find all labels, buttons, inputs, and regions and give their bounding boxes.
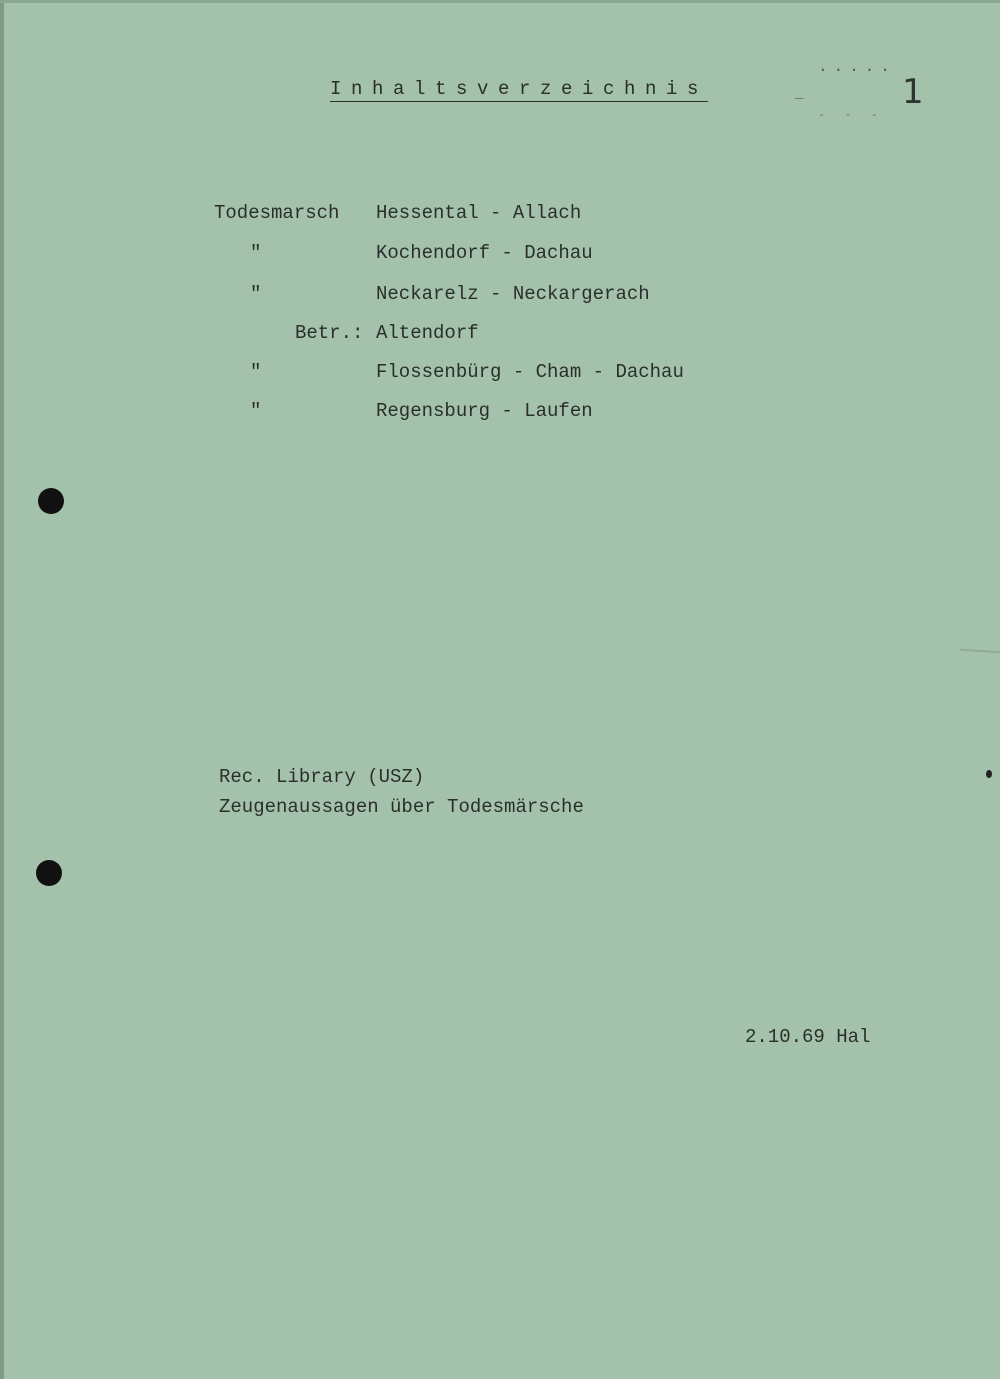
- ink-mark: [986, 770, 992, 778]
- header-dash: _: [795, 86, 804, 102]
- date-signature: 2.10.69 Hal: [745, 1026, 871, 1048]
- toc-route: Flossenbürg - Cham - Dachau: [376, 361, 684, 383]
- toc-route: Kochendorf - Dachau: [376, 242, 593, 264]
- paper-edge-left: [0, 0, 4, 1379]
- paper-edge-top: [0, 0, 1000, 3]
- source-line: Rec. Library (USZ): [219, 766, 425, 788]
- paper-crease: [960, 649, 1000, 654]
- toc-route: Regensburg - Laufen: [376, 400, 593, 422]
- toc-route: Neckarelz - Neckargerach: [376, 283, 650, 305]
- toc-label: ": [250, 242, 262, 264]
- toc-label: Todesmarsch: [214, 202, 340, 224]
- toc-label: ": [250, 361, 262, 383]
- toc-route: Altendorf: [376, 322, 479, 344]
- toc-label: ": [250, 283, 262, 305]
- toc-label: ": [250, 400, 262, 422]
- header-dots: .....: [818, 58, 897, 76]
- page-number: 1: [902, 72, 924, 112]
- header-small-dashes: - - -: [818, 108, 885, 122]
- toc-label: Betr.:: [295, 322, 364, 344]
- punch-hole: [38, 488, 64, 514]
- source-line: Zeugenaussagen über Todesmärsche: [219, 796, 584, 818]
- document-title: Inhaltsverzeichnis: [330, 78, 709, 100]
- toc-route: Hessental - Allach: [376, 202, 582, 224]
- punch-hole: [36, 860, 62, 886]
